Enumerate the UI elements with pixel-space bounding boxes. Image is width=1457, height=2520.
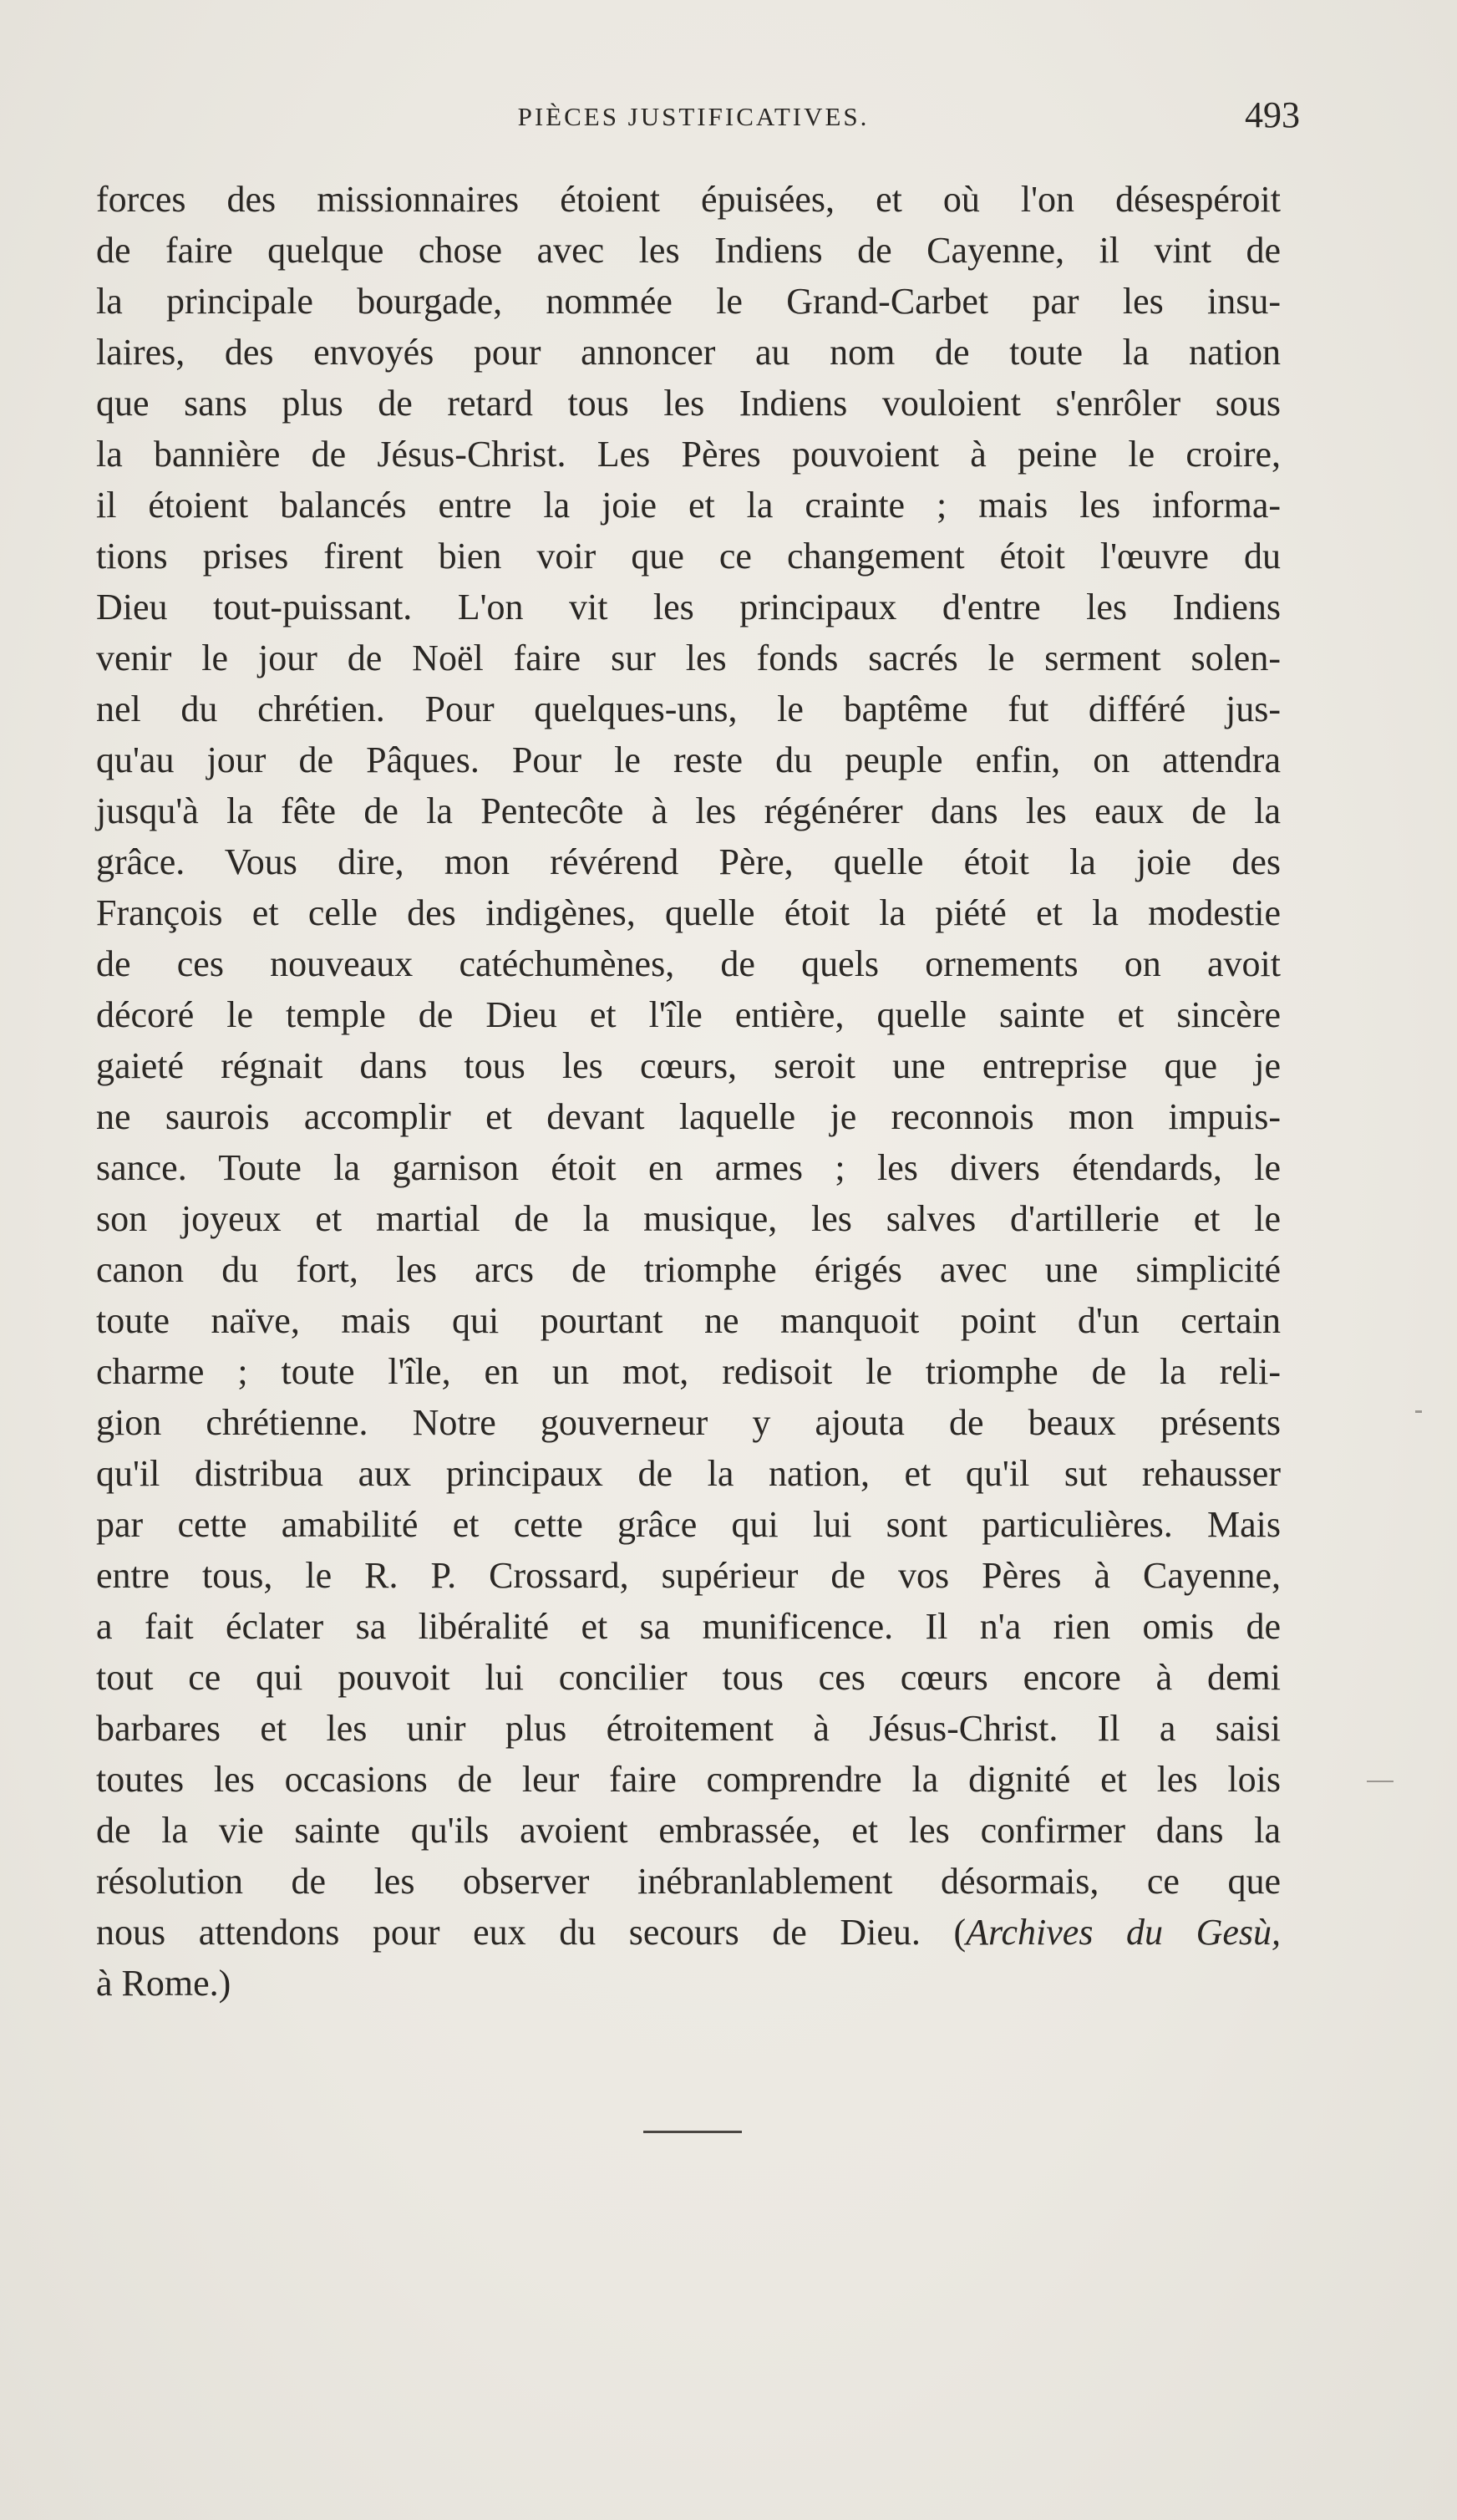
margin-speck (1415, 1410, 1422, 1413)
text-line: barbares et les unir plus étroitement à Jésus-Christ. Il a saisi (96, 1708, 1281, 1749)
text-line: toutes les occasions de leur faire comprendre la dignité et les lois (96, 1759, 1281, 1800)
text-line: résolution de les observer inébranlablement désormais, ce que (96, 1861, 1281, 1902)
text-line: par cette amabilité et cette grâce qui lui sont particulières. Mais (96, 1504, 1281, 1545)
text-line: gaieté régnait dans tous les cœurs, seroit une entreprise que je (96, 1045, 1281, 1086)
text-line: a fait éclater sa libéralité et sa munificence. Il n'a rien omis de (96, 1606, 1281, 1647)
body-text (96, 174, 1281, 2009)
text-line: venir le jour de Noël faire sur les fonds sacrés le serment solen- (96, 638, 1281, 678)
running-head (92, 94, 1300, 144)
text-line: décoré le temple de Dieu et l'île entière, quelle sainte et sincère (96, 994, 1281, 1035)
text-line: qu'au jour de Pâques. Pour le reste du peuple enfin, on attendra (96, 739, 1281, 780)
text-line: grâce. Vous dire, mon révérend Père, quelle étoit la joie des (96, 841, 1281, 882)
text-line: entre tous, le R. P. Crossard, supérieur de vos Pères à Cayenne, (96, 1555, 1281, 1596)
text-line: il étoient balancés entre la joie et la crainte ; mais les informa- (96, 485, 1281, 526)
text-line: qu'il distribua aux principaux de la nation, et qu'il sut rehausser (96, 1453, 1281, 1494)
closing-line (96, 1907, 1281, 1958)
text-line: la bannière de Jésus-Christ. Les Pères pouvoient à peine le croire, (96, 434, 1281, 475)
text-line: de ces nouveaux catéchumènes, de quels ornements on avoit (96, 943, 1281, 984)
text-line: Dieu tout-puissant. L'on vit les principaux d'entre les Indiens (96, 587, 1281, 627)
text-line: laires, des envoyés pour annoncer au nom de toute la nation (96, 332, 1281, 373)
text-line: jusqu'à la fête de la Pentecôte à les régénérer dans les eaux de la (96, 790, 1281, 831)
text-line: de la vie sainte qu'ils avoient embrassée, et les confirmer dans la (96, 1810, 1281, 1851)
text-line: son joyeux et martial de la musique, les salves d'artillerie et le (96, 1198, 1281, 1239)
end-rule (643, 2131, 742, 2133)
text-line: nel du chrétien. Pour quelques-uns, le baptême fut différé jus- (96, 688, 1281, 729)
text-line: François et celle des indigènes, quelle étoit la piété et la modestie (96, 892, 1281, 933)
source-citation: Archives du Gesù, (966, 1912, 1282, 1953)
text-line: tout ce qui pouvoit lui concilier tous ces cœurs encore à demi (96, 1657, 1281, 1698)
text-line: de faire quelque chose avec les Indiens de Cayenne, il vint de (96, 230, 1281, 271)
text-line: sance. Toute la garnison étoit en armes ; les divers étendards, le (96, 1147, 1281, 1188)
page-number: 493 (1245, 94, 1300, 135)
text-line: toute naïve, mais qui pourtant ne manquoit point d'un certain (96, 1300, 1281, 1341)
margin-dash (1367, 1781, 1394, 1782)
final-line: à Rome.) (96, 1963, 231, 2004)
closing-text: nous attendons pour eux du secours de Dieu. ( (96, 1912, 967, 1953)
text-line: ne saurois accomplir et devant laquelle je reconnois mon impuis- (96, 1096, 1281, 1137)
running-title: PIÈCES JUSTIFICATIVES. (517, 102, 870, 131)
text-line: gion chrétienne. Notre gouverneur y ajouta de beaux présents (96, 1402, 1281, 1443)
text-line: forces des missionnaires étoient épuisées, et où l'on désespéroit (96, 179, 1281, 220)
text-line: charme ; toute l'île, en un mot, redisoit le triomphe de la reli- (96, 1351, 1281, 1392)
text-line: la principale bourgade, nommée le Grand-Carbet par les insu- (96, 281, 1281, 322)
text-line: tions prises firent bien voir que ce changement étoit l'œuvre du (96, 536, 1281, 577)
text-line: que sans plus de retard tous les Indiens vouloient s'enrôler sous (96, 383, 1281, 424)
text-line: canon du fort, les arcs de triomphe érigés avec une simplicité (96, 1249, 1281, 1290)
